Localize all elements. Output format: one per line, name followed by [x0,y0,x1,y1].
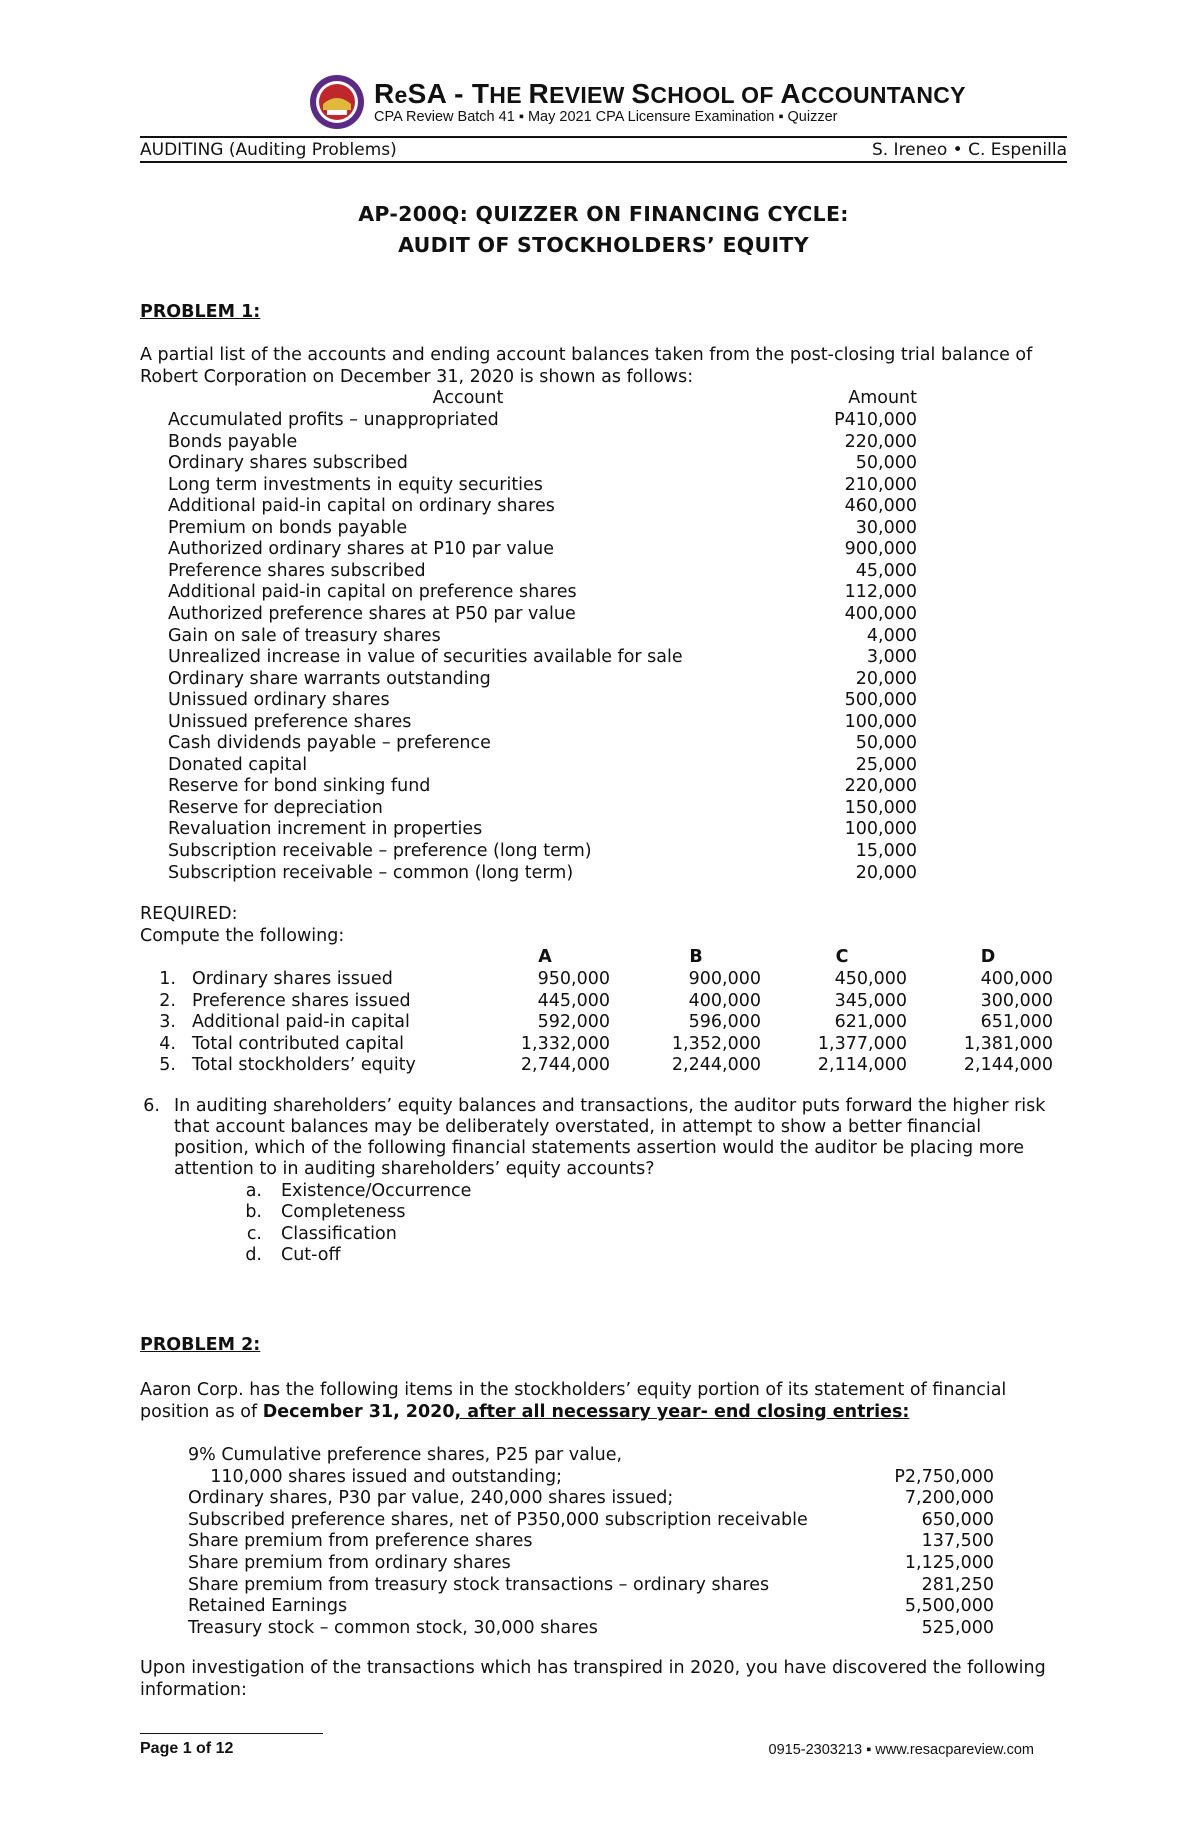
choice-b-value: 900,000 [688,969,761,989]
account-name: Unrealized increase in value of securities available for sale [168,647,683,668]
account-amount: 20,000 [855,862,917,883]
question-number: 1. [159,969,176,989]
choice-c-value: 450,000 [834,969,907,989]
authors-label: S. Ireneo • C. Espenilla [871,140,1067,160]
choice-a-value: 445,000 [537,990,610,1011]
account-amount: 50,000 [855,453,917,474]
question-6-text: In auditing shareholders’ equity balances and transactions, the auditor puts forward the higher risk [174,1096,1046,1116]
question-label: Additional paid-in capital [192,1012,410,1033]
problem2-intro: Aaron Corp. has the following items in the stockholders’ equity portion of its statement of financial [140,1380,1007,1400]
choice-c-value: 2,114,000 [817,1055,907,1076]
equity-item-name: Ordinary shares, P30 par value, 240,000 shares issued; [188,1488,674,1509]
account-amount: 100,000 [844,711,917,732]
account-amount: 45,000 [855,560,917,581]
account-name: Unissued ordinary shares [168,690,390,711]
problem2-heading: PROBLEM 2: [140,1335,261,1355]
choice-d-value: 2,144,000 [963,1055,1053,1076]
problem1-intro-2: Robert Corporation on December 31, 2020 is shown as follows: [140,367,694,387]
school-tagline: CPA Review Batch 41 ▪ May 2021 CPA Licensure Examination ▪ Quizzer [374,109,838,125]
question-label: Total stockholders’ equity [192,1055,416,1076]
question-label: Ordinary shares issued [192,969,393,989]
problem1-heading: PROBLEM 1: [140,302,261,322]
question-6-text-3: position, which of the following financial statements assertion would the auditor be placing more [174,1138,1025,1158]
contact-info: 0915-2303213 ▪ www.resacpareview.com [768,1742,1034,1758]
account-amount: 210,000 [844,474,917,495]
option-c-letter: c. [246,1224,262,1244]
account-name: Authorized ordinary shares at P10 par value [168,539,555,560]
header-rule [140,136,1067,138]
choice-a-value: 2,744,000 [520,1055,610,1076]
equity-item-name: Share premium from treasury stock transactions – ordinary shares [188,1574,770,1595]
problem2-outro-2: information: [140,1680,247,1700]
equity-item-name: 110,000 shares issued and outstanding; [188,1466,563,1487]
account-amount: 4,000 [866,625,917,646]
compute-label: Compute the following: [140,926,345,946]
account-name: Authorized preference shares at P50 par value [168,603,576,624]
equity-item-name: Subscribed preference shares, net of P350,000 subscription receivable [188,1509,808,1530]
choice-b-value: 596,000 [688,1012,761,1033]
choice-c-value: 621,000 [834,1012,907,1033]
choice-d-value: 651,000 [980,1012,1053,1033]
choice-a-value: 1,332,000 [520,1033,610,1054]
account-amount: 30,000 [855,517,917,538]
account-amount: 460,000 [844,496,917,517]
account-amount: 100,000 [844,819,917,840]
choice-c-value: 1,377,000 [817,1033,907,1054]
choice-header-c: C [835,947,849,967]
equity-item-name: Share premium from ordinary shares [188,1553,511,1573]
account-name: Accumulated profits – unappropriated [168,410,499,430]
required-label: REQUIRED: [140,904,238,924]
equity-item-name: Share premium from preference shares [188,1531,533,1552]
page-subtitle: AUDIT OF STOCKHOLDERS’ EQUITY [398,233,809,257]
equity-item-name: Retained Earnings [188,1596,348,1617]
account-amount: 220,000 [844,776,917,797]
account-name: Ordinary share warrants outstanding [168,668,491,689]
question-number: 2. [159,990,176,1011]
question-number: 3. [159,1012,176,1033]
choice-a-value: 950,000 [537,969,610,989]
choice-c-value: 345,000 [834,990,907,1011]
footer-rule [140,1733,323,1734]
account-name: Preference shares subscribed [168,560,426,581]
problem2-outro: Upon investigation of the transactions which has transpired in 2020, you have discovered the following [140,1658,1046,1678]
equity-item-amount: P2,750,000 [894,1466,994,1487]
equity-item-amount: 1,125,000 [904,1553,994,1573]
option-d-text: Cut-off [281,1245,341,1265]
account-name: Donated capital [168,754,308,775]
account-name: Unissued preference shares [168,711,412,732]
choice-a-value: 592,000 [537,1012,610,1033]
question-number: 4. [159,1033,176,1054]
resa-logo [309,74,365,130]
account-name: Reserve for bond sinking fund [168,776,431,797]
account-amount: 400,000 [844,603,917,624]
account-amount: 150,000 [844,797,917,818]
account-amount: 15,000 [855,841,917,861]
choice-header-d: D [980,947,996,967]
equity-item-amount: 650,000 [921,1509,994,1530]
intro-date: December 31, 2020 [262,1402,455,1422]
page-title: AP-200Q: QUIZZER ON FINANCING CYCLE: [358,202,849,226]
question-6-number: 6. [143,1096,160,1116]
equity-item-amount: 137,500 [921,1531,994,1552]
page-number: Page 1 of 12 [140,1740,234,1757]
option-a-text: Existence/Occurrence [281,1181,472,1201]
choice-header-b: B [689,947,703,967]
option-a-letter: a. [245,1181,262,1201]
account-amount: 500,000 [844,690,917,711]
equity-item-amount: 525,000 [921,1617,994,1638]
choice-header-a: A [538,947,552,967]
amount-column-header: Amount [848,388,917,408]
option-c-text: Classification [281,1224,397,1244]
question-label: Preference shares issued [192,990,411,1011]
account-name: Subscription receivable – common (long term) [168,862,574,883]
account-name: Long term investments in equity securities [168,474,543,495]
choice-b-value: 400,000 [688,990,761,1011]
problem1-intro: A partial list of the accounts and ending account balances taken from the post-closing trial balance of [140,345,1033,365]
account-amount: 112,000 [844,582,917,603]
account-amount: 25,000 [855,754,917,775]
choice-b-value: 2,244,000 [671,1055,761,1076]
account-amount: 900,000 [844,539,917,560]
account-amount: 220,000 [844,431,917,452]
choice-b-value: 1,352,000 [671,1033,761,1054]
option-d-letter: d. [245,1245,262,1265]
equity-item-name: Treasury stock – common stock, 30,000 shares [188,1617,598,1638]
account-amount: 3,000 [866,647,917,668]
option-b-text: Completeness [281,1202,406,1222]
account-name: Additional paid-in capital on ordinary shares [168,496,555,517]
account-name: Gain on sale of treasury shares [168,625,441,646]
account-column-header: Account [432,388,504,408]
account-name: Subscription receivable – preference (long term) [168,841,592,861]
choice-d-value: 1,381,000 [963,1033,1053,1054]
account-amount: 20,000 [855,668,917,689]
subject-label: AUDITING (Auditing Problems) [140,140,397,160]
question-6-text-4: attention to in auditing shareholders’ equity accounts? [174,1159,655,1179]
option-b-letter: b. [245,1202,262,1222]
choice-d-value: 300,000 [980,990,1053,1011]
choice-d-value: 400,000 [980,969,1053,989]
account-name: Revaluation increment in properties [168,819,483,840]
header-rule-bottom [140,161,1067,163]
question-6-text-2: that account balances may be deliberately overstated, in attempt to show a better financial [174,1117,982,1137]
account-name: Ordinary shares subscribed [168,453,408,474]
account-name: Bonds payable [168,431,298,452]
problem2-intro-2 [140,1402,909,1424]
account-name: Additional paid-in capital on preference shares [168,582,577,603]
equity-item-amount: 7,200,000 [904,1488,994,1509]
account-name: Reserve for depreciation [168,797,383,818]
question-number: 5. [159,1055,176,1076]
intro-plain: position as of [140,1402,263,1422]
intro-closing-note: , after all necessary year- end closing entries: [454,1402,910,1422]
equity-item-amount: 281,250 [921,1574,994,1595]
equity-item-name: 9% Cumulative preference shares, P25 par value, [188,1445,623,1465]
equity-item-amount: 5,500,000 [904,1596,994,1617]
question-label: Total contributed capital [192,1033,405,1054]
account-amount: 50,000 [855,733,917,754]
account-amount: P410,000 [834,410,917,430]
account-name: Cash dividends payable – preference [168,733,491,754]
school-name: ReSA - THE REVIEW SCHOOL OF ACCOUNTANCY [374,78,966,109]
account-name: Premium on bonds payable [168,517,408,538]
